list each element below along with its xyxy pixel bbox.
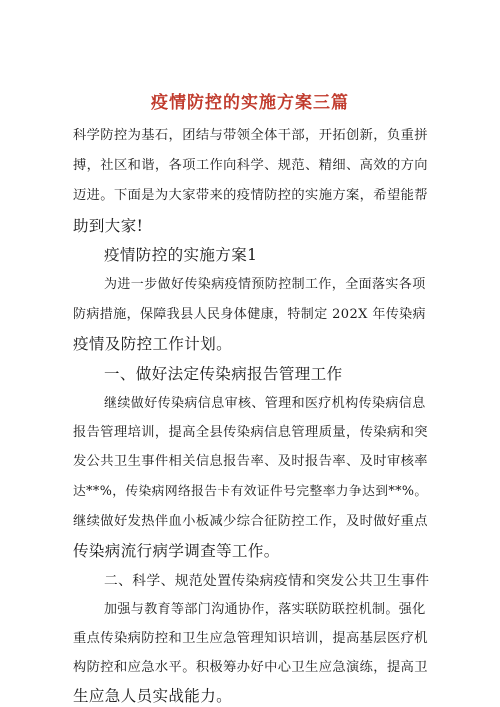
paragraph-line: 搏，社区和谐，各项工作向科学、规范、精细、高效的方向 [73,158,428,173]
paragraph-line: 报告管理培训，提高全县传染病信息管理质量，传染病和突 [73,425,428,440]
paragraph-line: 发公共卫生事件相关信息报告率、及时报告率、及时审核率 [73,454,428,469]
paragraph-line: 传染病流行病学调查等工作。 [73,542,280,560]
paragraph-line: 构防控和应急水平。积极筹办好中心卫生应急演练，提高卫 [73,660,428,675]
paragraph-line: 科学防控为基石，团结与带领全体干部，开拓创新，负重拼 [73,128,428,143]
paragraph-line: 加强与教育等部门沟通协作，落实联防联控机制。强化 [104,602,426,617]
paragraph-line: 为进一步做好传染病疫情预防控制工作，全面落实各项 [104,277,426,292]
paragraph-line: 疫情及防控工作计划。 [73,335,233,353]
section-heading: 一、做好法定传染病报告管理工作 [104,365,343,383]
section-heading: 二、科学、规范处置传染病疫情和突发公共卫生事件 [104,573,430,589]
paragraph-line: 助到大家! [73,217,144,235]
paragraph-line: 达**%，传染病网络报告卡有效证件号完整率力争达到**%。 [73,484,428,499]
paragraph-line: 重点传染病防控和卫生应急管理知识培训，提高基层医疗机 [73,631,428,646]
paragraph-line: 迈进。下面是为大家带来的疫情防控的实施方案，希望能帮 [73,188,428,203]
section-heading: 疫情防控的实施方案1 [104,246,258,264]
document-title: 疫情防控的实施方案三篇 [151,93,349,113]
paragraph-line: 继续做好发热伴血小板减少综合征防控工作，及时做好重点 [73,514,428,529]
paragraph-line: 防病措施，保障我县人民身体健康，特制定 202X 年传染病 [73,307,426,322]
paragraph-line: 生应急人员实战能力。 [73,687,233,705]
paragraph-line: 继续做好传染病信息审核、管理和医疗机构传染病信息 [104,396,426,411]
